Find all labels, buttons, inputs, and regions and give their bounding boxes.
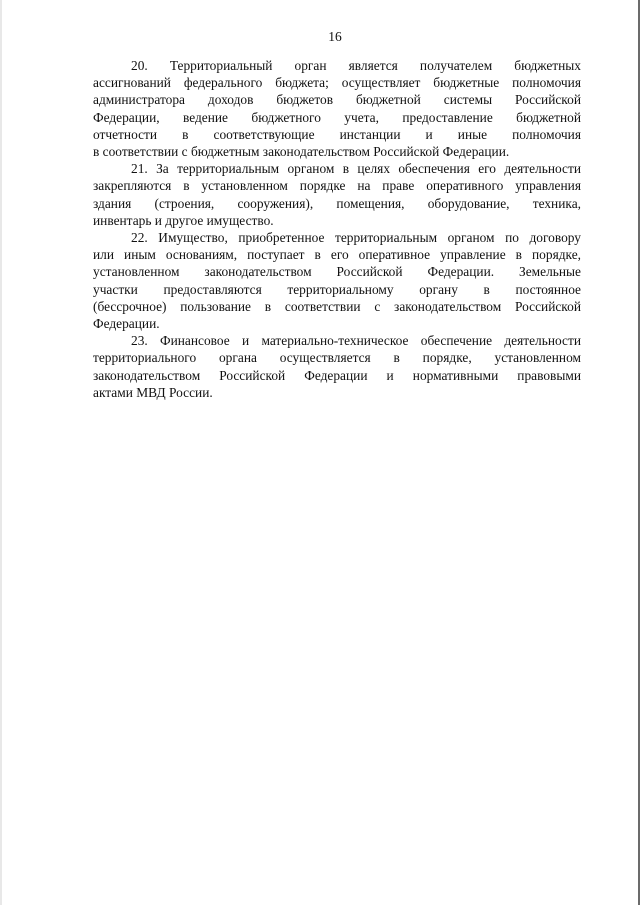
page-left-edge — [0, 0, 2, 905]
paragraph-21 — [93, 160, 581, 229]
text-line: установленном законодательством Российской Федерации. Земельные — [93, 264, 581, 280]
text-line: инвентарь и другое имущество. — [93, 212, 274, 228]
text-line: Федерации, ведение бюджетного учета, предоставление бюджетной — [93, 109, 581, 125]
paragraph-20 — [93, 57, 581, 160]
text-line: (бессрочное) пользование в соответствии с законодательством Российской — [93, 298, 581, 314]
paragraph-23 — [93, 332, 581, 401]
text-line: Федерации. — [93, 316, 160, 332]
text-line: в соответствии с бюджетным законодательством Российской Федерации. — [93, 144, 510, 160]
document-body — [93, 57, 581, 401]
text-line: ассигнований федерального бюджета; осуществляет бюджетные полномочия — [93, 75, 581, 91]
text-line: территориального органа осуществляется в порядке, установленном — [93, 350, 581, 366]
text-line: актами МВД России. — [93, 384, 213, 400]
text-line: отчетности в соответствующие инстанции и иные полномочия — [93, 126, 581, 142]
text-line: участки предоставляются территориальному органу в постоянное — [93, 281, 581, 297]
text-line: здания (строения, сооружения), помещения, оборудование, техника, — [93, 195, 581, 211]
text-line: законодательством Российской Федерации и нормативными правовыми — [93, 367, 581, 383]
text-line: администратора доходов бюджетов бюджетной системы Российской — [93, 92, 581, 108]
text-line: 21. За территориальным органом в целях обеспечения его деятельности — [131, 161, 581, 177]
text-line: 22. Имущество, приобретенное территориальным органом по договору — [131, 230, 581, 246]
text-line: закрепляются в установленном порядке на праве оперативного управления — [93, 178, 581, 194]
text-line: 23. Финансовое и материально-техническое обеспечение деятельности — [131, 333, 581, 349]
paragraph-22 — [93, 229, 581, 332]
text-line: или иным основаниям, поступает в его оперативное управление в порядке, — [93, 247, 581, 263]
page-number: 16 — [328, 29, 342, 44]
text-line: 20. Территориальный орган является получателем бюджетных — [131, 58, 581, 73]
